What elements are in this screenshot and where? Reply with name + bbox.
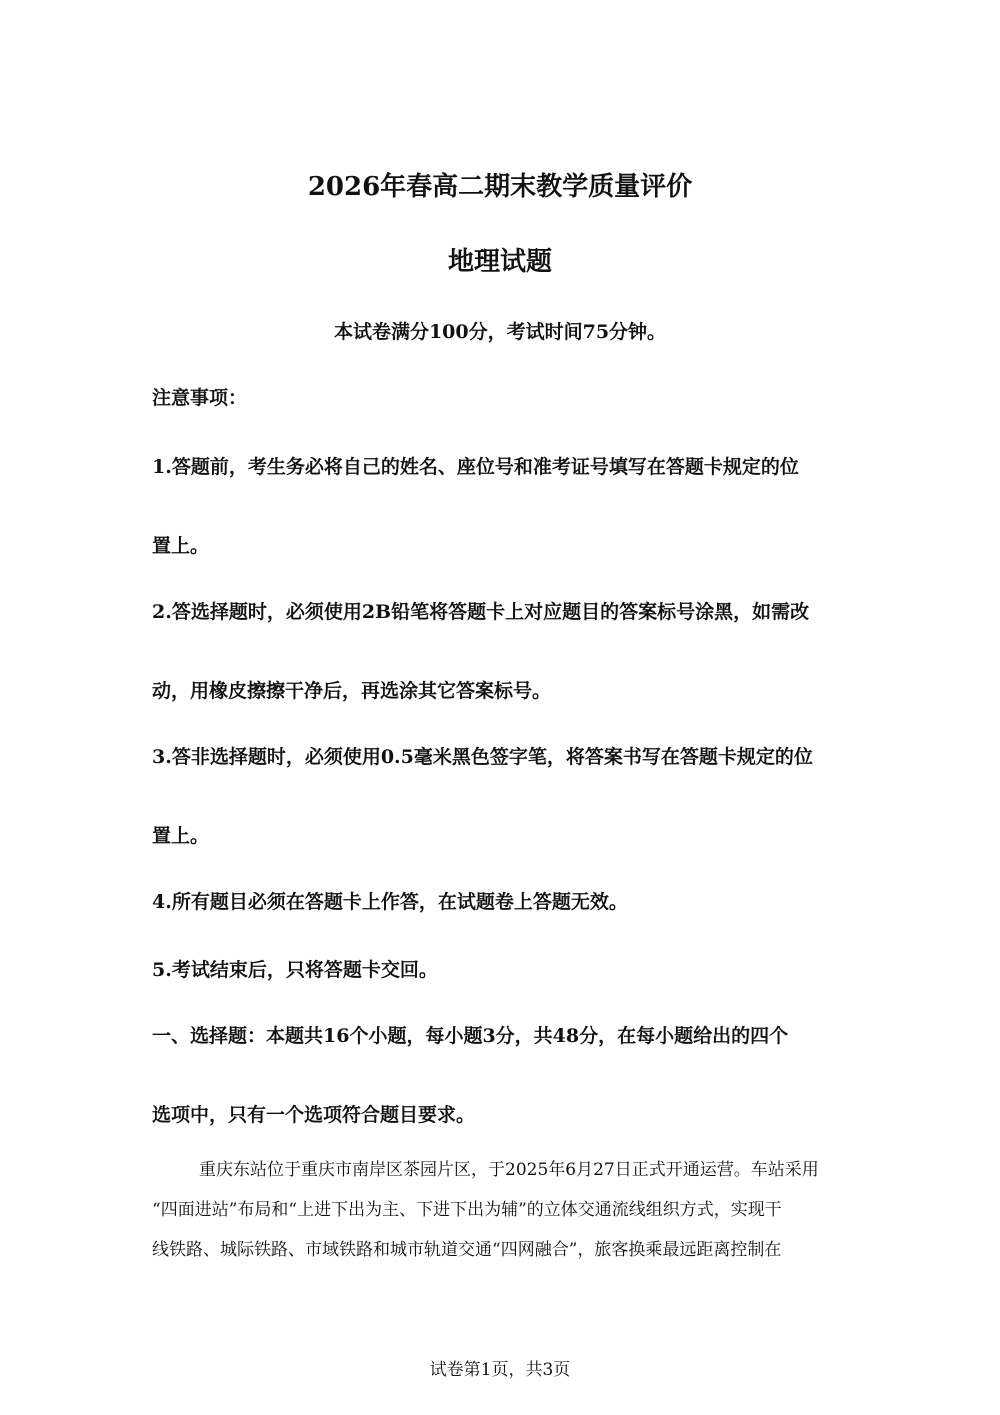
subject-title: 地理试题 xyxy=(447,247,552,277)
notice-item-5: 5.考试结束后，只将答题卡交回。 xyxy=(152,959,438,981)
notice-item-4: 4.所有题目必须在答题卡上作答，在试题卷上答题无效。 xyxy=(152,891,628,913)
page-footer: 试卷第1页，共3页 xyxy=(429,1360,571,1380)
notice-item-3-line-2: 置上。 xyxy=(152,825,210,847)
notice-item-1-line-1: 1.答题前，考生务必将自己的姓名、座位号和准考证号填写在答题卡规定的位 xyxy=(152,456,799,478)
section-heading-line-2: 选项中，只有一个选项符合题目要求。 xyxy=(152,1104,476,1126)
notice-item-2-line-1: 2.答选择题时，必须使用2B铅笔将答题卡上对应题目的答案标号涂黑，如需改 xyxy=(152,601,810,623)
passage-line-3: 线铁路、城际铁路、市域铁路和城市轨道交通“四网融合”，旅客换乘最远距离控制在 xyxy=(152,1240,782,1260)
notice-item-1-line-2: 置上。 xyxy=(152,535,210,557)
notice-item-2-line-2: 动，用橡皮擦擦干净后，再选涂其它答案标号。 xyxy=(152,680,552,702)
notice-item-3-line-1: 3.答非选择题时，必须使用0.5毫米黑色签字笔，将答案书写在答题卡规定的位 xyxy=(152,746,813,768)
passage-line-1: 重庆东站位于重庆市南岸区茶园片区，于2025年6月27日正式开通运营。车站采用 xyxy=(199,1160,819,1180)
notice-heading: 注意事项： xyxy=(152,387,248,409)
section-heading-line-1: 一、选择题：本题共16个小题，每小题3分，共48分，在每小题给出的四个 xyxy=(152,1025,789,1047)
passage-line-2: “四面进站”布局和“上进下出为主、下进下出为辅”的立体交通流线组织方式，实现干 xyxy=(152,1200,782,1220)
exam-title: 2026年春高二期末教学质量评价 xyxy=(307,172,693,202)
exam-info: 本试卷满分100分，考试时间75分钟。 xyxy=(333,321,667,343)
